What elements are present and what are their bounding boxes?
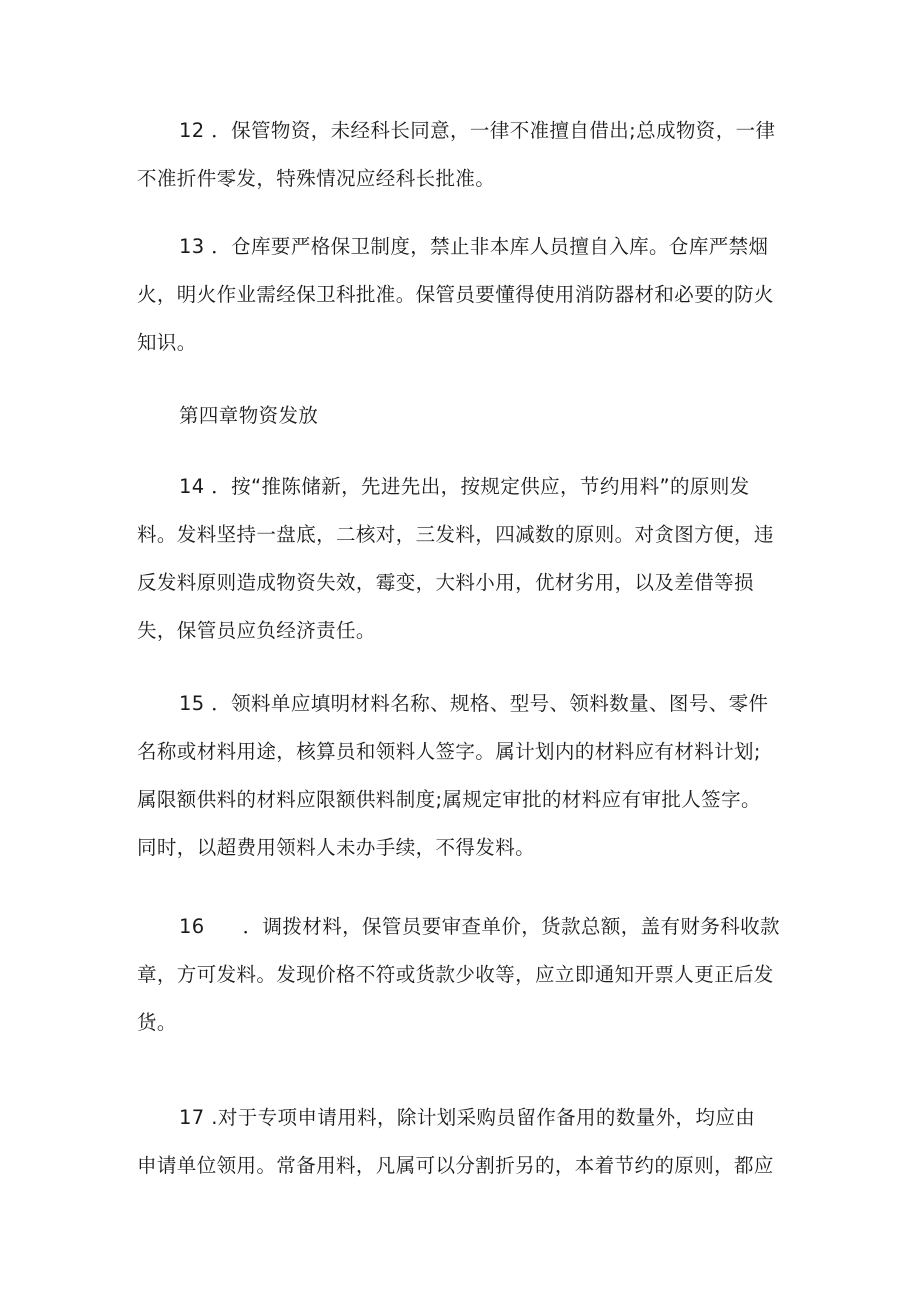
paragraph-text: ．保管物资，未经科长同意，一律不准擅自借出;总成物资，一律	[204, 119, 776, 142]
paragraph-line	[137, 1094, 787, 1142]
paragraph-text: ．按“推陈储新，先进先出，按规定供应，节约用料”的原则发	[204, 475, 750, 498]
paragraph-line	[137, 680, 787, 728]
paragraph-line: 属限额供料的材料应限额供料制度;属规定审批的材料应有审批人签字。	[137, 788, 761, 811]
paragraph-line	[137, 107, 787, 155]
chapter-heading: 第四章物资发放	[179, 404, 319, 427]
clause-number: 14	[179, 475, 205, 498]
paragraph-text: ．领料单应填明材料名称、规格、型号、领料数量、图号、零件	[204, 692, 769, 715]
paragraph-17	[137, 1094, 787, 1190]
paragraph-line: 章，方可发料。发现价格不符或货款少收等，应立即通知开票人更正后发	[137, 963, 774, 986]
paragraph-line: 同时，以超费用领料人未办手续，不得发料。	[137, 836, 536, 859]
paragraph-15	[137, 680, 787, 872]
paragraph-12	[137, 107, 787, 203]
paragraph-text: ．调拨材料，保管员要审查单价，货款总额，盖有财务科收款	[242, 915, 780, 938]
paragraph-line	[137, 463, 787, 511]
paragraph-text: .对于专项申请用料，除计划采购员留作备用的数量外，均应由	[204, 1106, 756, 1129]
paragraph-line: 货。	[137, 1011, 177, 1034]
paragraph-line: 名称或材料用途，核算员和领料人签字。属计划内的材料应有材料计划;	[137, 740, 761, 763]
paragraph-14	[137, 463, 787, 655]
paragraph-line: 知识。	[137, 331, 197, 354]
paragraph-13	[137, 223, 787, 367]
paragraph-line	[137, 223, 787, 271]
clause-number: 16	[179, 915, 205, 938]
paragraph-line: 失，保管员应负经济责任。	[137, 619, 376, 642]
paragraph-line: 料。发料坚持一盘底，二核对，三发料，四减数的原则。对贪图方便，违	[137, 523, 774, 546]
paragraph-line: 反发料原则造成物资失效，霉变，大料小用，优材劣用，以及差借等损	[137, 571, 754, 594]
clause-number: 17	[179, 1106, 205, 1129]
paragraph-text: ．仓库要严格保卫制度，禁止非本库人员擅自入库。仓库严禁烟	[204, 235, 769, 258]
paragraph-line	[137, 903, 787, 951]
paragraph-line: 不准折件零发，特殊情况应经科长批准。	[137, 167, 496, 190]
paragraph-line: 火，明火作业需经保卫科批准。保管员要懂得使用消防器材和必要的防火	[137, 283, 774, 306]
paragraph-line: 申请单位领用。常备用料，凡属可以分割折另的，本着节约的原则，都应	[137, 1154, 774, 1177]
clause-number: 12	[179, 119, 205, 142]
clause-number: 13	[179, 235, 205, 258]
clause-number: 15	[179, 692, 205, 715]
paragraph-16	[137, 903, 787, 1047]
